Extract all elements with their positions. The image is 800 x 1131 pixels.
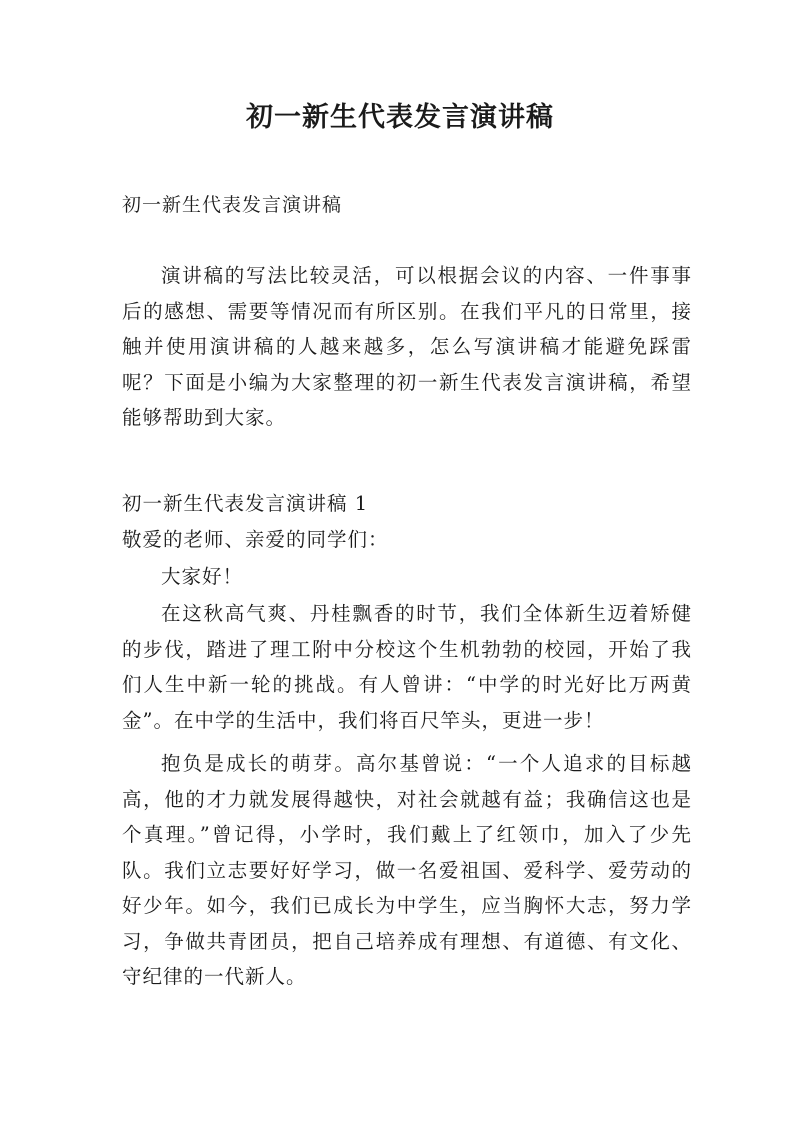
salutation: 敬爱的老师、亲爱的同学们： — [122, 528, 389, 551]
document-subtitle: 初一新生代表发言演讲稿 — [122, 194, 343, 216]
body-paragraph-1: 在这秋高气爽、丹桂飘香的时节，我们全体新生迈着矫健的步伐，踏进了理工附中分校这个生机勃勃的校园，开始了我们人生中新一轮的挑战。有人曾讲：“中学的时光好比万两黄金”。在中学的生活中，我们将百尺竿头，更进一步！ — [122, 602, 692, 732]
section-heading: 初一新生代表发言演讲稿 1 — [122, 492, 369, 515]
document-title: 初一新生代表发言演讲稿 — [246, 102, 554, 133]
body-paragraph-2: 抱负是成长的萌芽。高尔基曾说：“一个人追求的目标越高，他的才力就发展得越快，对社会就越有益；我确信这也是个真理。”曾记得，小学时，我们戴上了红领巾，加入了少先队。我们立志要好好学习，做一名爱祖国、爱科学、爱劳动的好少年。如今，我们已成长为中学生，应当胸怀大志，努力学习，争做共青团员，把自己培养成有理想、有道德、有文化、守纪律的一代新人。 — [122, 752, 692, 988]
intro-paragraph: 演讲稿的写法比较灵活，可以根据会议的内容、一件事事后的感想、需要等情况而有所区别。在我们平凡的日常里，接触并使用演讲稿的人越来越多，怎么写演讲稿才能避免踩雷呢？下面是小编为大家整理的初一新生代表发言演讲稿，希望能够帮助到大家。 — [122, 264, 692, 429]
greeting: 大家好！ — [161, 565, 244, 588]
